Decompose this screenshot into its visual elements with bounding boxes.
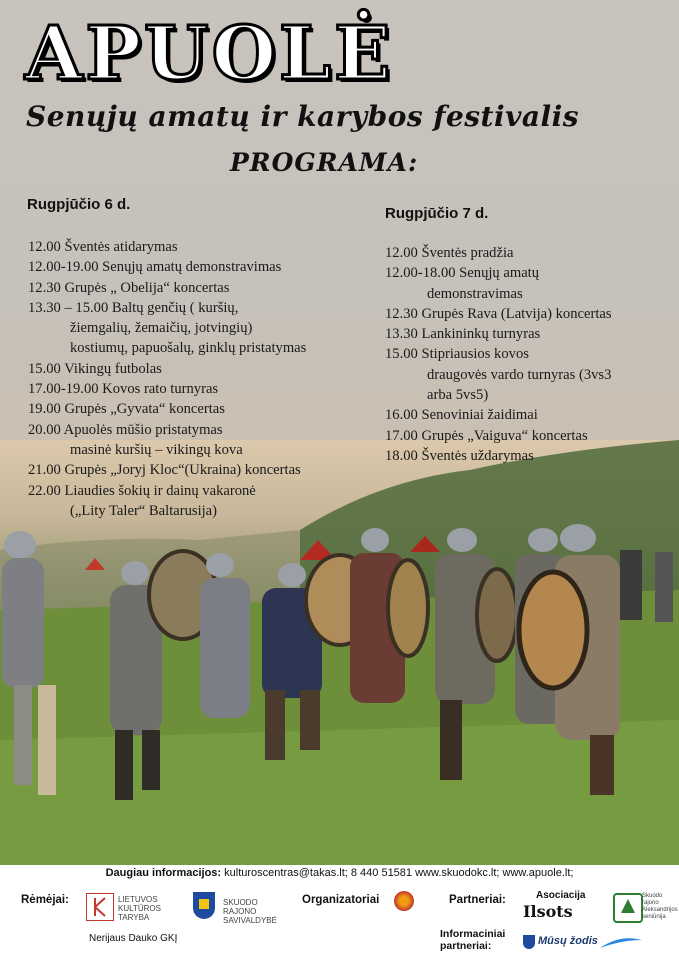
schedule-line: („Lity Taler“ Baltarusija): [70, 502, 218, 519]
schedule-line: 19.00 Grupės „Gyvata“ koncertas: [28, 401, 225, 418]
more-info-contacts[interactable]: kulturoscentras@takas.lt; 8 440 51581 www.skuodokc.lt; www.apuole.lt;: [221, 867, 574, 879]
schedule-line: 17.00 Grupės „Vaiguva“ koncertas: [385, 427, 588, 444]
schedule-line: masinė kuršių – vikingų kova: [70, 441, 243, 458]
schedule-line: 12.30 Grupės „ Obelija“ koncertas: [28, 279, 230, 296]
schedule-line: 18.00 Šventės uždarymas: [385, 447, 534, 464]
day1-heading: Rugpjūčio 6 d.: [27, 196, 131, 213]
sponsors-label: Rėmėjai:: [21, 894, 69, 906]
schedule-line: 12.00 Šventės atidarymas: [28, 239, 178, 255]
schedule-line: 13.30 Lankininkų turnyras: [385, 326, 541, 343]
more-info-label: Daugiau informacijos:: [105, 867, 222, 879]
aleksandrija-name: Skuodo rajono Aleksandrijos seniūnija: [642, 893, 678, 920]
schedule-line: 21.00 Grupės „Joryj Kloc“(Ukraina) koncertas: [28, 462, 301, 479]
skuodas-municipality-name: SKUODO RAJONO SAVIVALDYBĖ: [223, 898, 277, 925]
schedule-line: žiemgalių, žemaičių, jotvingių): [70, 320, 253, 337]
schedule-line: 15.00 Stipriausios kovos: [385, 346, 529, 363]
festival-subtitle: Senųjų amatų ir karybos festivalis: [26, 100, 580, 133]
festival-title: APUOLĖ: [25, 11, 394, 97]
culture-center-logo: [394, 891, 414, 911]
day2-schedule: [385, 243, 612, 466]
dauko-school: Nerijaus Dauko GKĮ: [89, 933, 178, 944]
info-partner-musu-zodis: Mūsų žodis: [538, 935, 598, 947]
program-heading: PROGRAMA:: [230, 148, 419, 177]
day1-schedule: [28, 237, 306, 521]
partner-ilsots: Ilsots: [523, 902, 573, 921]
schedule-line: 12.00-19.00 Senųjų amatų demonstravimas: [28, 259, 282, 276]
schedule-line: draugovės vardo turnyras (3vs3: [427, 366, 612, 383]
schedule-line: kostiumų, papuošalų, ginklų pristatymas: [70, 340, 307, 357]
partners-label: Partneriai:: [449, 894, 506, 906]
info-partners-label: Informaciniai partneriai:: [440, 928, 506, 952]
schedule-line: 22.00 Liaudies šokių ir dainų vakaronė: [28, 482, 256, 499]
schedule-line: 12.00 Šventės pradžia: [385, 245, 514, 261]
partner-association-label: Asociacija: [536, 890, 586, 901]
day2-heading: Rugpjūčio 7 d.: [385, 205, 489, 222]
culture-council-name: LIETUVOS KULTŪROS TARYBA: [118, 895, 161, 922]
schedule-line: demonstravimas: [427, 285, 523, 302]
schedule-line: 17.00-19.00 Kovos rato turnyras: [28, 381, 219, 398]
schedule-line: 13.30 – 15.00 Baltų genčių ( kuršių,: [28, 299, 239, 316]
schedule-line: 20.00 Apuolės mūšio pristatymas: [28, 421, 223, 438]
radio-wave-icon: [600, 935, 642, 949]
skuodas-crest-icon: [193, 892, 215, 919]
aleksandrija-logo: [613, 893, 643, 923]
schedule-line: 12.30 Grupės Rava (Latvija) koncertas: [385, 305, 612, 322]
organizers-label: Organizatoriai: [302, 894, 380, 906]
more-info: [0, 867, 679, 879]
schedule-line: 15.00 Vikingų futbolas: [28, 360, 162, 377]
schedule-line: 16.00 Senoviniai žaidimai: [385, 407, 538, 424]
schedule-line: arba 5vs5): [427, 387, 489, 404]
newspaper-crest-icon: [523, 935, 535, 949]
culture-council-logo: [86, 893, 114, 921]
schedule-line: 12.00-18.00 Senųjų amatų: [385, 265, 540, 282]
